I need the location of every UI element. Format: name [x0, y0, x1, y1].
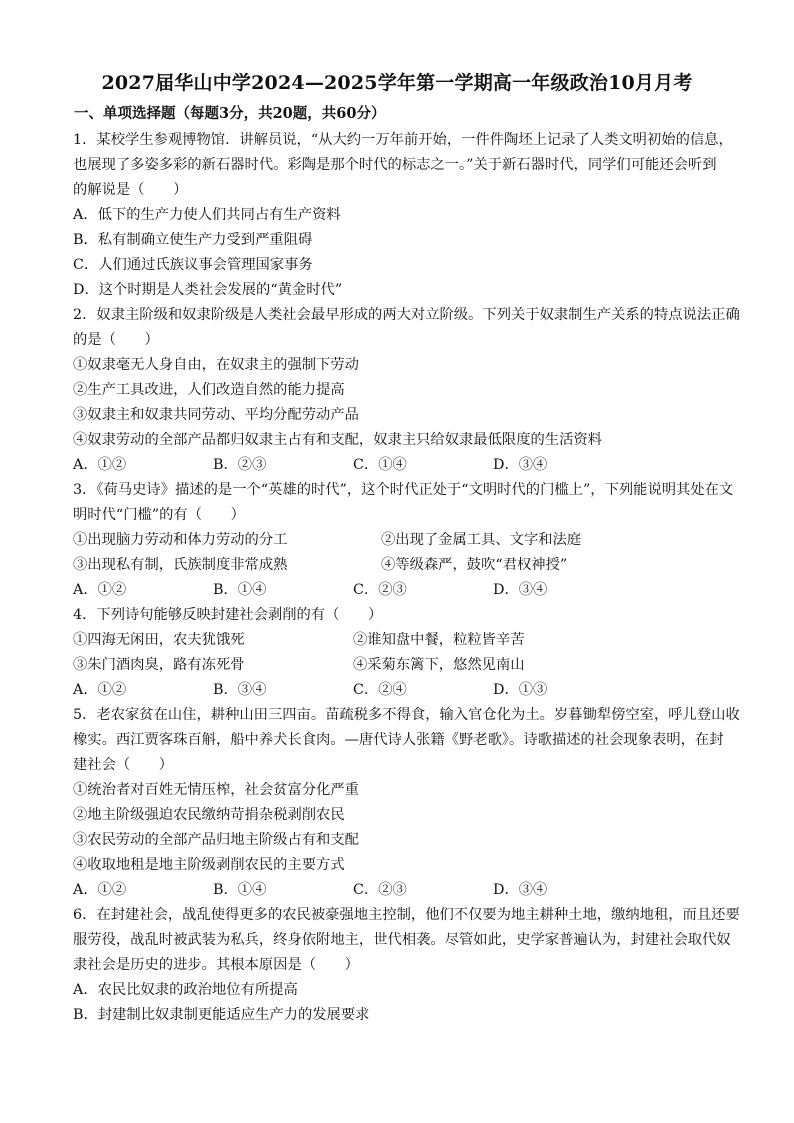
q5-choices [73, 878, 733, 903]
q1-option-b: B．私有制确立使生产力受到严重阻碍 [73, 232, 313, 248]
q3-item-3: ③出现私有制，氏族制度非常成熟 [73, 557, 288, 573]
q4-item-1: ①四海无闲田，农夫犹饿死 [73, 632, 245, 648]
q5-line-1: 5．老农家贫在山住，耕种山田三四亩。苗疏税多不得食，输入官仓化为土。岁暮锄犁傍空室，呼儿登山收 [73, 707, 740, 723]
q6-line-3: 隶社会是历史的进步。其根本原因是（ ） [73, 957, 359, 973]
q2-choice-a: A．①② [73, 457, 127, 473]
q4-items-row-1 [73, 628, 733, 653]
q2-line-2: 的是（ ） [73, 332, 159, 348]
q1-option-c: C．人们通过氏族议事会管理国家事务 [73, 257, 313, 273]
q3-item-4: ④等级森严，鼓吹“君权神授” [381, 557, 568, 573]
q5-line-2: 橡实。西江贾客珠百斛，船中养犬长食肉。—唐代诗人张籍《野老歌》。诗歌描述的社会现象表明，在封 [73, 732, 724, 748]
q6-option-a: A．农民比奴隶的政治地位有所提高 [73, 982, 298, 998]
q1-option-d: D．这个时期是人类社会发展的“黄金时代” [73, 282, 343, 298]
q4-item-4: ④采菊东篱下，悠然见南山 [353, 657, 525, 673]
q5-choice-d: D．③④ [493, 882, 548, 898]
q3-choice-c: C．②③ [353, 582, 407, 598]
q5-line-3: 建社会（ ） [73, 757, 174, 773]
q2-item-4: ④奴隶劳动的全部产品都归奴隶主占有和支配，奴隶主只给奴隶最低限度的生活资料 [73, 432, 602, 448]
q5-choice-b: B．①④ [213, 882, 267, 898]
q3-choice-b: B．①④ [213, 582, 267, 598]
q5-item-3: ③农民劳动的全部产品归地主阶级占有和支配 [73, 832, 359, 848]
q2-choice-b: B．②③ [213, 457, 267, 473]
q4-choice-b: B．③④ [213, 682, 267, 698]
q5-item-1: ①统治者对百姓无情压榨，社会贫富分化严重 [73, 782, 359, 798]
q4-choices [73, 678, 733, 703]
q2-choices [73, 453, 733, 478]
q3-choice-a: A．①② [73, 582, 127, 598]
q1-line-2: 也展现了多姿多彩的新石器时代。彩陶是那个时代的标志之一。”关于新石器时代，同学们可能还会听到 [73, 157, 717, 173]
q3-items-row-1 [73, 528, 733, 553]
q2-item-2: ②生产工具改进，人们改造自然的能力提高 [73, 382, 345, 398]
q4-items-row-2 [73, 653, 733, 678]
q5-item-4: ④收取地租是地主阶级剥削农民的主要方式 [73, 857, 345, 873]
q4-choice-a: A．①② [73, 682, 127, 698]
q4-item-3: ③朱门酒肉臭，路有冻死骨 [73, 657, 245, 673]
q1-line-3: 的解说是（ ） [73, 182, 188, 198]
q1-line-1: 1．某校学生参观博物馆．讲解员说，“从大约一万年前开始，一件件陶坯上记录了人类文明初始的信息， [73, 132, 733, 148]
q3-line-2: 明时代“门槛”的有（ ） [73, 507, 245, 523]
q4-choice-d: D．①③ [493, 682, 548, 698]
q2-choice-c: C．①④ [353, 457, 407, 473]
exam-title: 2027届华山中学2024—2025学年第一学期高一年级政治10月月考 [101, 72, 693, 94]
q2-line-1: 2．奴隶主阶级和奴隶阶级是人类社会最早形成的两大对立阶级。下列关于奴隶制生产关系的特点说法正确 [73, 307, 740, 323]
q3-item-1: ①出现脑力劳动和体力劳动的分工 [73, 532, 288, 548]
q4-item-2: ②谁知盘中餐，粒粒皆辛苦 [353, 632, 525, 648]
q1-option-a: A．低下的生产力使人们共同占有生产资料 [73, 207, 341, 223]
q6-option-b: B．封建制比奴隶制更能适应生产力的发展要求 [73, 1007, 370, 1023]
q2-item-1: ①奴隶毫无人身自由，在奴隶主的强制下劳动 [73, 357, 359, 373]
q3-choices [73, 578, 733, 603]
q3-line-1: 3．《荷马史诗》描述的是一个“英雄的时代”，这个时代正处于“文明时代的门槛上”，下列能说明其处在文 [73, 482, 734, 498]
q3-item-2: ②出现了金属工具、文字和法庭 [381, 532, 582, 548]
q4-line-1: 4．下列诗句能够反映封建社会剥削的有（ ） [73, 607, 383, 623]
q5-item-2: ②地主阶级强迫农民缴纳苛捐杂税剥削农民 [73, 807, 345, 823]
q6-line-2: 服劳役，战乱时被武装为私兵，终身依附地主，世代相袭。尽管如此，史学家普遍认为，封建社会取代奴 [73, 932, 731, 948]
q2-choice-d: D．③④ [493, 457, 548, 473]
q3-items-row-2 [73, 553, 733, 578]
section-heading: 一、单项选择题（每题3分，共20题，共60分） [74, 105, 386, 122]
q5-choice-c: C．②③ [353, 882, 407, 898]
q3-choice-d: D．③④ [493, 582, 548, 598]
q6-line-1: 6．在封建社会，战乱使得更多的农民被豪强地主控制，他们不仅要为地主耕种土地，缴纳地租，而且还要 [73, 907, 740, 923]
q5-choice-a: A．①② [73, 882, 127, 898]
q4-choice-c: C．②④ [353, 682, 407, 698]
q2-item-3: ③奴隶主和奴隶共同劳动、平均分配劳动产品 [73, 407, 359, 423]
